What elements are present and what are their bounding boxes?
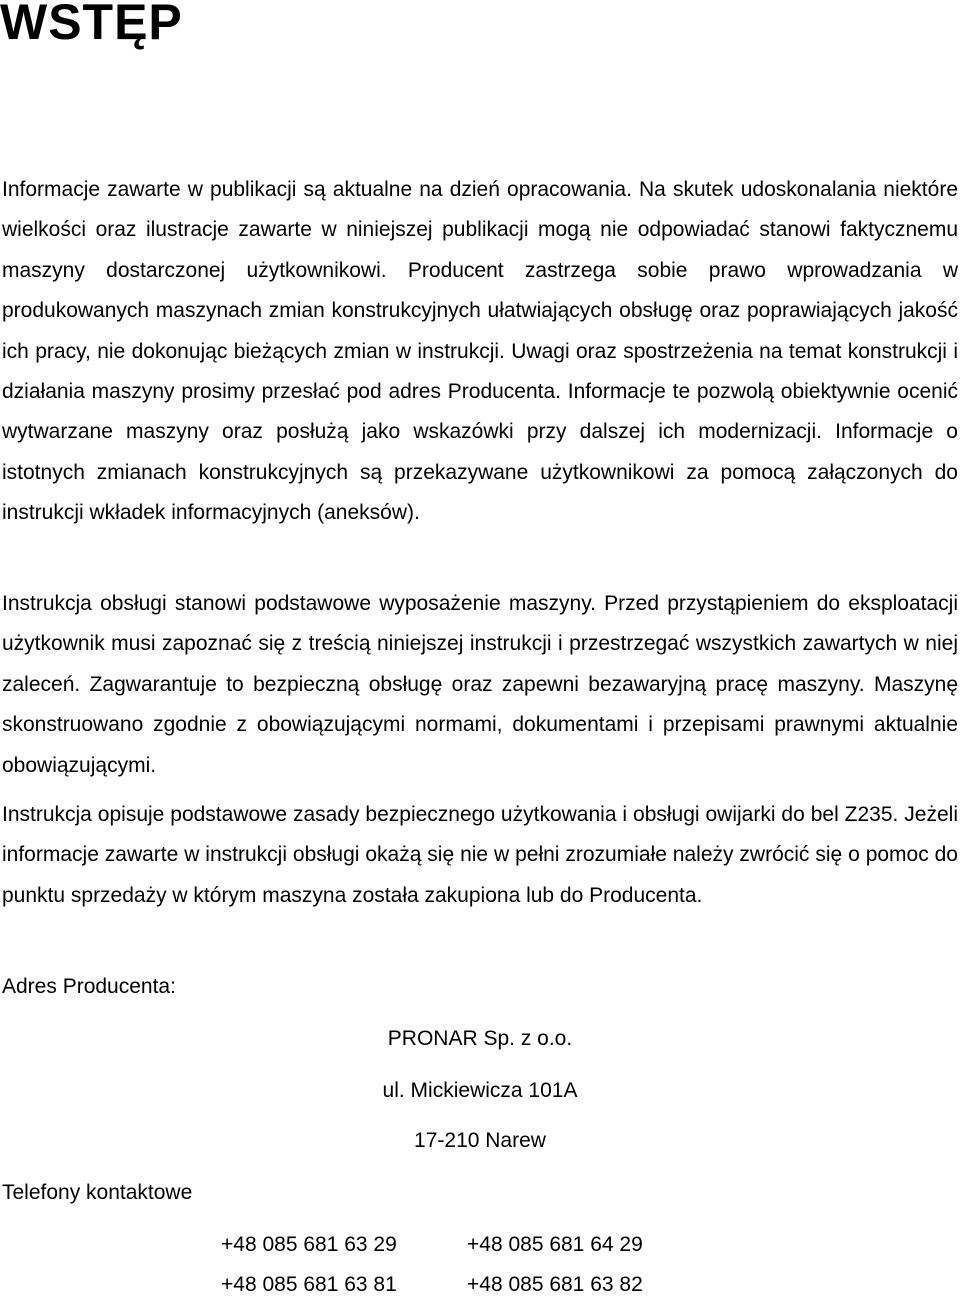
street-address: ul. Mickiewicza 101A <box>382 1079 578 1102</box>
phone-number: +48 085 681 63 82 <box>467 1273 643 1296</box>
company-name: PRONAR Sp. z o.o. <box>387 1027 573 1050</box>
phone-number: +48 085 681 63 81 <box>221 1273 397 1296</box>
manual-paragraph: Instrukcja obsługi stanowi podstawowe wyposażenie maszyny. Przed przystąpieniem do eksploatacji użytkownik musi zapoznać się z treścią niniejszej instrukcji i przestrzegać wszystkich zawartych w niej zaleceń. Zagwarantuje to bezpieczną obsługę oraz zapewni bezawaryjną pracę maszyny. Maszynę skonstruowano zgodnie z obowiązującymi normami, dokumentami i przepisami prawnymi aktualnie obowiązującymi. <box>2 592 958 777</box>
scope-paragraph: Instrukcja opisuje podstawowe zasady bezpiecznego użytkowania i obsługi owijarki do bel Z235. Jeżeli informacje zawarte w instrukcji obsługi okażą się nie w pełni zrozumiałe należy zwrócić się o pomoc do punktu sprzedaży w którym maszyna została zakupiona lub do Producenta. <box>2 803 958 907</box>
phone-number: +48 085 681 64 29 <box>467 1233 643 1256</box>
page-title: WSTĘP <box>0 0 183 50</box>
phones-label: Telefony kontaktowe <box>2 1181 193 1204</box>
postal-city: 17-210 Narew <box>414 1129 546 1152</box>
address-label: Adres Producenta: <box>2 975 176 998</box>
phone-number: +48 085 681 63 29 <box>221 1233 397 1256</box>
intro-paragraph: Informacje zawarte w publikacji są aktualne na dzień opracowania. Na skutek udoskonalania niektóre wielkości oraz ilustracje zawarte w niniejszej publikacji mogą nie odpowiadać stanowi faktycznemu maszyny dostarczonej użytkownikowi. Producent zastrzega sobie prawo wprowadzania w produkowanych maszynach zmian konstrukcyjnych ułatwiających obsługę oraz poprawiających jakość ich pracy, nie dokonując bieżących zmian w instrukcji. Uwagi oraz spostrzeżenia na temat konstrukcji i działania maszyny prosimy przesłać pod adres Producenta. Informacje te pozwolą obiektywnie ocenić wytwarzane maszyny oraz posłużą jako wskazówki przy dalszej ich modernizacji. Informacje o istotnych zmianach konstrukcyjnych są przekazywane użytkownikowi za pomocą załączonych do instrukcji wkładek informacyjnych (aneksów). <box>2 178 958 525</box>
